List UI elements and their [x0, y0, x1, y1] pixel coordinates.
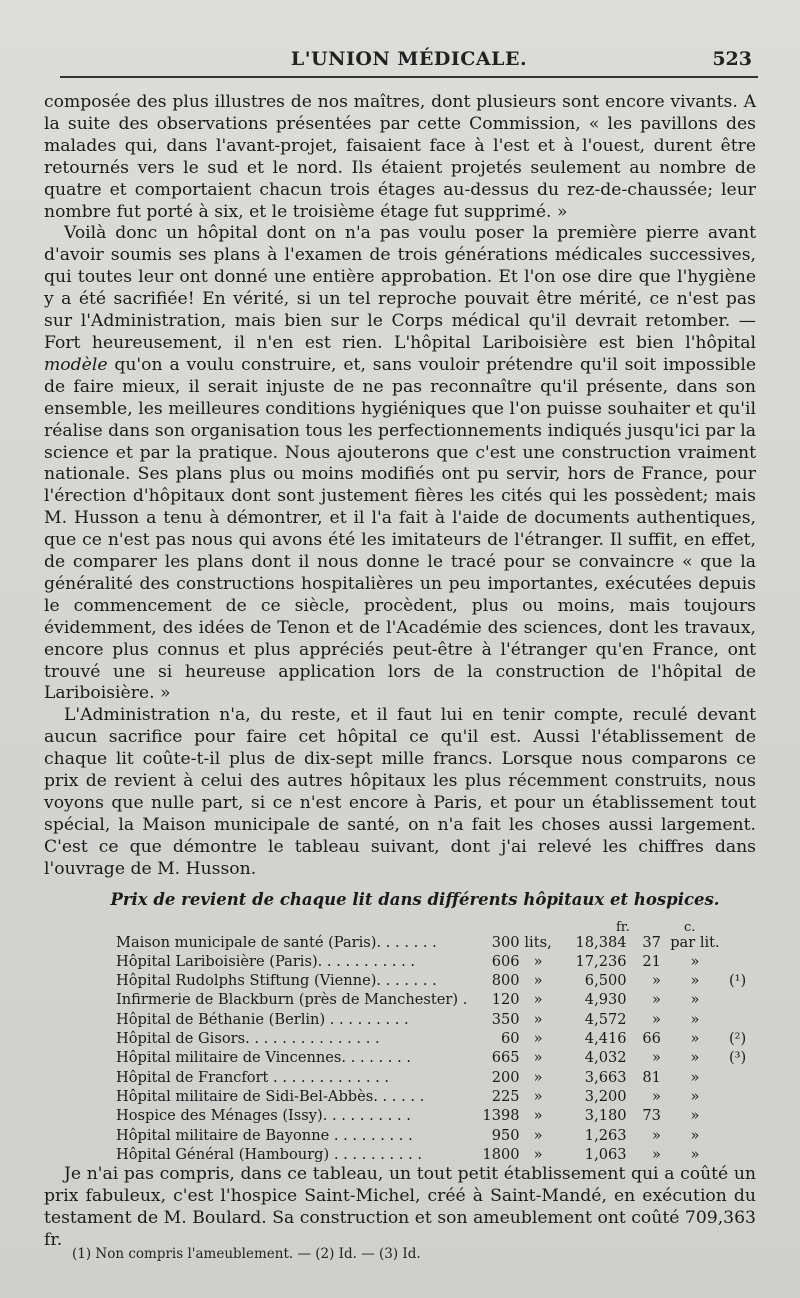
cell-par: par lit.	[670, 933, 720, 951]
cell-note	[729, 1106, 756, 1125]
cell-c: 37	[642, 933, 661, 951]
cell-c: »	[651, 991, 661, 1009]
cell-beds: 120	[491, 991, 520, 1009]
cell-fr: 1,263	[584, 1126, 627, 1144]
cell-c: »	[651, 1010, 661, 1028]
cell-name: Hôpital de Gisors. . . . . . . . . . . . . . .	[116, 1030, 380, 1048]
cell-name: Infirmerie de Blackburn (près de Manchester) .	[116, 991, 468, 1009]
cell-fr: 4,032	[584, 1049, 627, 1067]
cell-beds: 200	[491, 1068, 520, 1086]
cell-unit: »	[533, 1145, 543, 1163]
paragraph-3: L'Administration n'a, du reste, et il faut lui en tenir compte, reculé devant aucun sacrifice pour faire cet hôpital ce qu'il est. Aussi l'établissement de chaque lit coûte-t-il plus de dix-sept mille francs. Lorsque nous comparons ce prix de revient à celui des autres hôpitaux les plus récemment construits, nous voyons que nulle part, si ce n'est encore à Paris, et pour un établissement tout spécial, la Maison municipale de santé, on n'a fait les choses aussi largement. C'est ce que démontre le tableau suivant, dont j'ai relevé les chiffres dans l'ouvrage de M. Husson.	[44, 705, 756, 879]
cell-fr: 6,500	[584, 972, 627, 990]
body-text	[44, 92, 756, 1252]
cell-c: »	[651, 1049, 661, 1067]
cell-fr: 4,930	[584, 991, 627, 1009]
cell-par: »	[690, 1049, 700, 1067]
cell-par: »	[690, 1107, 700, 1125]
cell-beds: 300	[491, 933, 520, 951]
cell-beds: 606	[491, 952, 520, 970]
table-row	[116, 933, 756, 952]
cell-unit: »	[533, 1010, 543, 1028]
table-row	[116, 952, 756, 971]
cell-par: »	[690, 1145, 700, 1163]
cell-par: »	[690, 972, 700, 990]
cell-fr: 3,663	[584, 1068, 627, 1086]
cell-note	[729, 1126, 756, 1145]
cell-beds: 1800	[482, 1145, 520, 1163]
cell-unit: lits,	[524, 933, 552, 951]
cell-beds: 800	[491, 972, 520, 990]
cell-unit: »	[533, 1087, 543, 1105]
table-row	[116, 1010, 756, 1029]
unit-francs: fr.	[616, 919, 630, 935]
cell-c: 21	[642, 952, 661, 970]
cell-name: Hôpital militaire de Sidi-Bel-Abbès. . . . . .	[116, 1087, 425, 1105]
cell-par: »	[690, 952, 700, 970]
cell-c: »	[651, 1087, 661, 1105]
paragraph-2-part-b: qu'on a voulu construire, et, sans vouloir prétendre qu'il soit impossible de faire mieux, il serait injuste de ne pas reconnaître qu'il présente, dans son ensemble, les meilleures conditions hygiéniques que l'on puisse souhaiter et qu'il réalise dans son organisation tous les perfectionnements indiqués jusqu'ici par la science et par la pratique. Nous ajouterons que c'est une construction vraiment nationale. Ses plans plus ou moins modifiés ont pu servir, hors de France, pour l'érection d'hôpitaux dont sont justement fières les cités qui les possèdent; mais M. Husson a tenu à démontrer, et il l'a fait à l'aide de documents authentiques, que ce n'est pas nous qui avons été les imitateurs de l'étranger. Il suffit, en effet, de comparer les plans dont il nous donne le tracé pour se convaincre « que la généralité des constructions hospitalières un peu importantes, exécutées depuis le commencement de ce siècle, procèdent, plus ou moins, mais toujours évidemment, des idées de Tenon et de l'Académie des sciences, dont les travaux, encore plus connus et plus appréciés peut-être à l'étranger qu'en France, ont trouvé une si heureuse application lors de la construction de l'hôpital de Lariboisière. »	[44, 354, 756, 704]
cell-beds: 1398	[482, 1107, 520, 1125]
cell-note	[729, 1145, 756, 1164]
cell-fr: 4,572	[584, 1010, 627, 1028]
paragraph-2	[44, 223, 756, 705]
cell-par: »	[690, 1010, 700, 1028]
cell-note	[729, 933, 756, 952]
cell-beds: 225	[491, 1087, 520, 1105]
cell-par: »	[690, 991, 700, 1009]
cell-name: Hôpital militaire de Vincennes. . . . . . . .	[116, 1049, 412, 1067]
paragraph-1: composée des plus illustres de nos maîtres, dont plusieurs sont encore vivants. A la suite des observations présentées par cette Commission, « les pavillons des malades qui, dans l'avant-projet, faisaient face à l'est et à l'ouest, durent être retournés vers le sud et le nord. Ils étaient projetés seulement au nombre de quatre et comportaient chacun trois étages au-dessus du rez-de-chaussée; leur nombre fut porté à six, et le troisième étage fut supprimé. »	[44, 92, 756, 222]
cell-name: Hôpital militaire de Bayonne . . . . . . . . .	[116, 1126, 413, 1144]
cell-fr: 18,384	[575, 933, 627, 951]
cell-c: 81	[642, 1068, 661, 1086]
cell-note	[729, 952, 756, 971]
cell-name: Hôpital Rudolphs Stiftung (Vienne). . . . . . .	[116, 972, 437, 990]
cell-note	[729, 1087, 756, 1106]
page-header	[60, 46, 758, 78]
cell-par: »	[690, 1030, 700, 1048]
footnote: (1) Non compris l'ameublement. — (2) Id. — (3) Id.	[72, 1246, 421, 1262]
emphasis-modele: modèle	[44, 354, 108, 375]
cell-fr: 1,063	[584, 1145, 627, 1163]
cell-unit: »	[533, 1126, 543, 1144]
cell-unit: »	[533, 972, 543, 990]
cell-c: »	[651, 1126, 661, 1144]
cell-unit: »	[533, 1030, 543, 1048]
cell-c: »	[651, 1145, 661, 1163]
cell-beds: 60	[500, 1030, 520, 1048]
cell-name: Hospice des Ménages (Issy). . . . . . . . . .	[116, 1107, 411, 1125]
running-title: L'UNION MÉDICALE.	[290, 48, 528, 70]
cell-par: »	[690, 1126, 700, 1144]
table-row	[116, 1087, 756, 1106]
table-row	[116, 1145, 756, 1164]
table-row	[116, 971, 756, 990]
table-row	[116, 1106, 756, 1125]
cell-note: (²)	[728, 1030, 747, 1048]
cell-beds: 350	[491, 1010, 520, 1028]
cost-table	[116, 933, 756, 1165]
table-caption: Prix de revient de chaque lit dans différents hôpitaux et hospices.	[110, 889, 720, 909]
cell-name: Hôpital Lariboisière (Paris). . . . . . . . . . .	[116, 952, 416, 970]
cell-name: Hôpital de Béthanie (Berlin) . . . . . . . . .	[116, 1010, 409, 1028]
cell-fr: 17,236	[575, 952, 627, 970]
cell-c: 66	[642, 1030, 661, 1048]
table-row	[116, 1068, 756, 1087]
cell-fr: 3,200	[584, 1087, 627, 1105]
cell-fr: 3,180	[584, 1107, 627, 1125]
cell-c: »	[651, 972, 661, 990]
table-row	[116, 990, 756, 1009]
cell-note: (¹)	[728, 972, 747, 990]
cell-note: (³)	[728, 1049, 747, 1067]
cell-fr: 4,416	[584, 1030, 627, 1048]
cell-unit: »	[533, 1107, 543, 1125]
cell-par: »	[690, 1068, 700, 1086]
cell-unit: »	[533, 1049, 543, 1067]
table-row	[116, 1126, 756, 1145]
paragraph-4: Je n'ai pas compris, dans ce tableau, un tout petit établissement qui a coûté un prix fabuleux, c'est l'hospice Saint-Michel, créé à Saint-Mandé, en exécution du testament de M. Boulard. Sa construction et son ameublement ont coûté 709,363 fr.	[44, 1164, 756, 1250]
cell-name: Maison municipale de santé (Paris). . . . . . .	[116, 933, 437, 951]
unit-centimes: c.	[684, 919, 696, 935]
cell-beds: 950	[491, 1126, 520, 1144]
cell-unit: »	[533, 991, 543, 1009]
table-units-row	[44, 915, 756, 933]
cell-unit: »	[533, 952, 543, 970]
cell-note	[729, 1068, 756, 1087]
cell-name: Hôpital Général (Hambourg) . . . . . . . . . .	[116, 1145, 422, 1163]
cell-beds: 665	[491, 1049, 520, 1067]
table-row	[116, 1048, 756, 1067]
cell-unit: »	[533, 1068, 543, 1086]
cell-note	[729, 1010, 756, 1029]
cell-c: 73	[642, 1107, 661, 1125]
cell-note	[729, 990, 756, 1009]
paragraph-2-part-a: Voilà donc un hôpital dont on n'a pas voulu poser la première pierre avant d'avoir soumis ses plans à l'examen de trois générations médicales successives, qui toutes leur ont donné une entière approbation. Et l'on ose dire que l'hygiène y a été sacrifiée! En vérité, si un tel reproche pouvait être mérité, ce n'est pas sur l'Administration, mais bien sur le Corps médical qu'il devrait retomber. — Fort heureusement, il n'en est rien. L'hôpital Lariboisière est bien l'hôpital	[44, 223, 756, 353]
table-row	[116, 1029, 756, 1048]
cell-par: »	[690, 1087, 700, 1105]
page-number: 523	[712, 48, 752, 70]
cell-name: Hôpital de Francfort . . . . . . . . . . . . .	[116, 1068, 390, 1086]
